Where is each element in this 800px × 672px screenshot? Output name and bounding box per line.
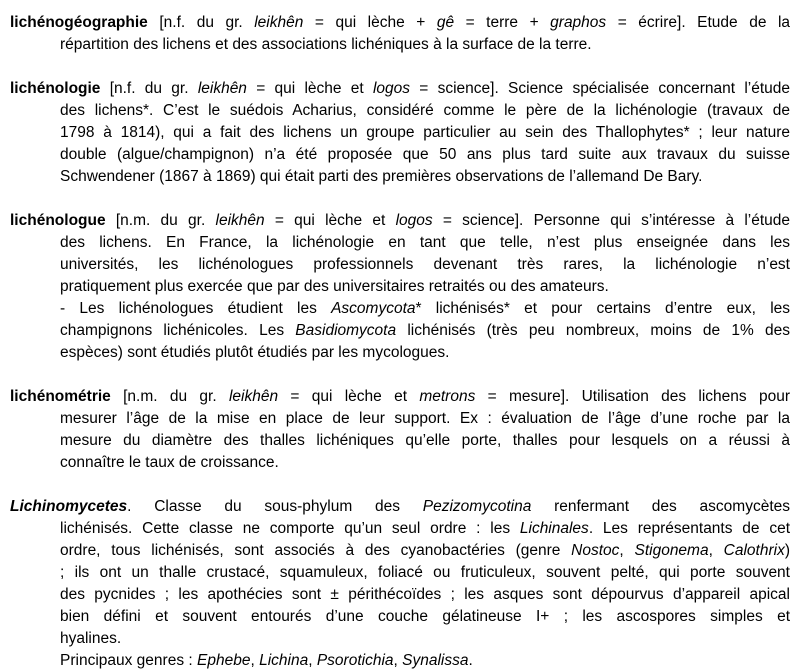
entry-line — [10, 386, 790, 408]
entry-line: pratiquement plus exercée que par des universitaires retraités ou des amateurs. — [60, 278, 609, 295]
entry-line: connaître le taux de croissance. — [60, 454, 279, 471]
entry-line: double (algue/champignon) n’a été proposée que 50 ans plus tard suite aux travaux du suisse — [60, 146, 790, 163]
entry-definition: [n.f. du gr. leikhên = qui lèche et logos = science]. Science spécialisée concernant l’étude — [100, 80, 791, 97]
dictionary-entry — [10, 12, 790, 56]
entries-list — [10, 12, 790, 672]
dictionary-entry — [10, 386, 790, 474]
entry-line: espèces) sont étudiés plutôt étudiés par les mycologues. — [60, 344, 450, 361]
entry-line: des pycnides ; les apothécies sont ± périthécoïdes ; les asques sont dépourvus d’appareil apical — [60, 586, 790, 603]
entry-line: champignons lichénicoles. Les Basidiomycota lichénisés (très peu nombreux, moins de 1% des — [60, 322, 790, 339]
entry-line: bien défini et souvent entourés d’une couche gélatineuse I+ ; les ascospores simples et — [60, 608, 790, 625]
entry-gap — [10, 364, 790, 386]
entry-line: des lichens. En France, la lichénologie en tant que telle, n’est plus enseignée dans les — [60, 234, 790, 251]
entry-headword: lichénologue — [10, 212, 106, 229]
entry-line: mesure du diamètre des thalles lichéniques qu’elle porte, thalles pour lesquels on a réussi à — [60, 432, 790, 449]
entry-line: Schwendener (1867 à 1869) qui était parti des premières observations de l’allemand De Bary. — [60, 168, 703, 185]
entry-line: ordre, tous lichénisés, sont associés à des cyanobactéries (genre Nostoc, Stigonema, Calothrix) — [60, 542, 790, 559]
entry-line — [10, 496, 790, 518]
entry-line: mesurer l’âge de la mise en place de leur support. Ex : évaluation de l’âge d’une roche par la — [60, 410, 790, 427]
entry-definition: . Classe du sous-phylum des Pezizomycotina renfermant des ascomycètes — [127, 498, 790, 515]
entry-gap — [10, 188, 790, 210]
entry-headword: lichénométrie — [10, 388, 111, 405]
entry-definition: [n.m. du gr. leikhên = qui lèche et logos = science]. Personne qui s’intéresse à l’étude — [105, 212, 790, 229]
entry-line: ; ils ont un thalle crustacé, squamuleux, foliacé ou fruticuleux, souvent pelté, qui porte souvent — [60, 564, 790, 581]
entry-line: universités, les lichénologues professionnels devenant très rares, la lichénologie n’est — [60, 256, 790, 273]
dictionary-entry — [10, 496, 790, 672]
dictionary-entry — [10, 210, 790, 364]
entry-line: des lichens*. C’est le suédois Acharius, considéré comme le père de la lichénologie (travaux de — [60, 102, 790, 119]
entry-line: répartition des lichens et des associations lichéniques à la surface de la terre. — [60, 36, 592, 53]
entry-definition: [n.m. du gr. leikhên = qui lèche et metrons = mesure]. Utilisation des lichens pour — [110, 388, 790, 405]
entry-headword: lichénologie — [10, 80, 101, 97]
entry-headword: Lichinomycetes — [10, 498, 128, 515]
entry-line — [10, 12, 790, 34]
entry-line — [10, 78, 790, 100]
dictionary-entry — [10, 78, 790, 188]
entry-definition: [n.f. du gr. leikhên = qui lèche + gê = terre + graphos = écrire]. Etude de la — [147, 14, 791, 31]
entry-line: - Les lichénologues étudient les Ascomycota* lichénisés* et pour certains d’entre eux, les — [60, 300, 791, 317]
entry-line — [10, 210, 790, 232]
entry-headword: lichénogéographie — [10, 14, 148, 31]
entry-line: lichénisés. Cette classe ne comporte qu’un seul ordre : les Lichinales. Les représentants de cet — [60, 520, 791, 537]
entry-gap — [10, 474, 790, 496]
entry-line: hyalines. — [60, 630, 122, 647]
entry-line: 1798 à 1814), qui a fait des lichens un groupe particulier au sein des Thallophytes* ; leur nature — [60, 124, 790, 141]
entry-gap — [10, 56, 790, 78]
entry-line: Principaux genres : Ephebe, Lichina, Psorotichia, Synalissa. — [60, 652, 473, 669]
